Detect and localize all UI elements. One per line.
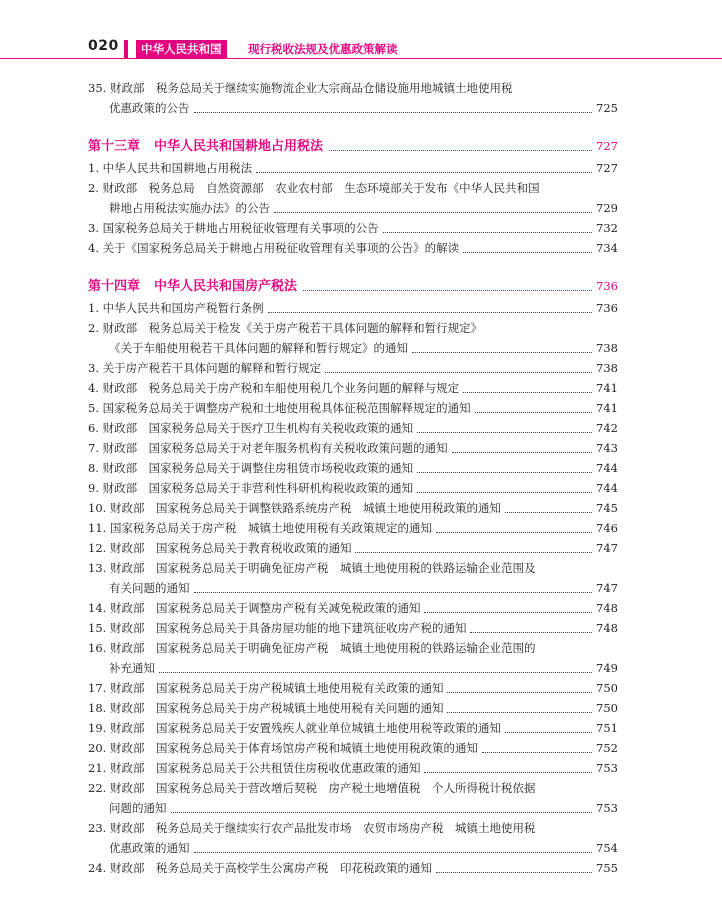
chapter-heading[interactable]	[88, 274, 618, 298]
toc-entry-line[interactable]	[88, 618, 618, 638]
toc-entry-line[interactable]	[88, 758, 618, 778]
toc-entry-text: 4. 关于《国家税务总局关于耕地占用税征收管理有关事项的公告》的解读	[88, 241, 460, 255]
toc-entry-text: 16. 财政部 国家税务总局关于明确免征房产税 城镇土地使用税的铁路运输企业范围的	[88, 641, 536, 655]
table-of-contents	[88, 78, 618, 878]
toc-entry-line[interactable]	[88, 78, 618, 98]
leader-dots	[194, 112, 593, 113]
chapter-title: 中华人民共和国房产税法	[154, 279, 298, 294]
toc-entry-line[interactable]	[88, 598, 618, 618]
leader-dots	[417, 472, 592, 473]
toc-entry-text: 10. 财政部 国家税务总局关于调整铁路系统房产税 城镇土地使用税政策的通知	[88, 501, 501, 515]
toc-page-number: 732	[596, 221, 618, 235]
toc-entry-text: 有关问题的通知	[109, 581, 190, 595]
toc-entry-line[interactable]	[88, 398, 618, 418]
toc-entry-line[interactable]	[88, 338, 618, 358]
leader-dots	[505, 512, 592, 513]
toc-page-number: 729	[596, 201, 618, 215]
leader-dots	[424, 772, 592, 773]
leader-dots	[482, 752, 592, 753]
toc-entry-line[interactable]	[88, 498, 618, 518]
toc-entry-text: 耕地占用税法实施办法》的公告	[109, 201, 270, 215]
toc-entry-text: 2. 财政部 税务总局 自然资源部 农业农村部 生态环境部关于发布《中华人民共和国	[88, 181, 540, 195]
toc-entry-text: 23. 财政部 税务总局关于继续实行农产品批发市场 农贸市场房产税 城镇土地使用税	[88, 821, 536, 835]
toc-entry-line[interactable]	[88, 418, 618, 438]
leader-dots	[452, 452, 592, 453]
toc-page-number: 748	[596, 601, 618, 615]
leader-dots	[470, 632, 592, 633]
leader-dots	[412, 352, 592, 353]
leader-dots	[325, 372, 592, 373]
toc-entry-text: 4. 财政部 税务总局关于房产税和车船使用税几个业务问题的解释与规定	[88, 381, 460, 395]
leader-dots	[447, 692, 592, 693]
toc-entry-text: 1. 中华人民共和国房产税暂行条例	[88, 301, 264, 315]
toc-page-number: 750	[596, 681, 618, 695]
toc-page-number: 746	[596, 521, 618, 535]
leader-dots	[171, 812, 593, 813]
toc-entry-line[interactable]	[88, 698, 618, 718]
toc-page-number: 752	[596, 741, 618, 755]
leader-dots	[303, 290, 592, 291]
toc-entry-text: 21. 财政部 国家税务总局关于公共租赁住房税收优惠政策的通知	[88, 761, 421, 775]
toc-entry-text: 11. 国家税务总局关于房产税 城镇土地使用税有关政策规定的通知	[88, 521, 432, 535]
toc-entry-text: 24. 财政部 税务总局关于高校学生公寓房产税 印花税政策的通知	[88, 861, 432, 875]
toc-page-number: 738	[596, 361, 618, 375]
toc-page-number: 753	[596, 761, 618, 775]
toc-entry-text: 1. 中华人民共和国耕地占用税法	[88, 161, 253, 175]
toc-entry-text: 8. 财政部 国家税务总局关于调整住房租赁市场税收政策的通知	[88, 461, 414, 475]
leader-dots	[355, 552, 592, 553]
toc-page-number: 741	[596, 401, 618, 415]
leader-dots	[447, 712, 592, 713]
toc-entry-text: 18. 财政部 国家税务总局关于房产税城镇土地使用税有关问题的通知	[88, 701, 444, 715]
leader-dots	[463, 252, 592, 253]
toc-entry-text: 13. 财政部 国家税务总局关于明确免征房产税 城镇土地使用税的铁路运输企业范围及	[88, 561, 536, 575]
toc-page-number: 738	[596, 341, 618, 355]
toc-entry-line[interactable]	[88, 378, 618, 398]
toc-entry-line[interactable]	[88, 158, 618, 178]
toc-entry-line[interactable]	[88, 218, 618, 238]
toc-entry-text: 9. 财政部 国家税务总局关于非营利性科研机构税收政策的通知	[88, 481, 414, 495]
toc-page-number: 736	[596, 301, 618, 315]
toc-page-number: 750	[596, 701, 618, 715]
page-header	[0, 30, 722, 60]
leader-dots	[159, 672, 592, 673]
toc-page-number: 744	[596, 481, 618, 495]
toc-page-number: 749	[596, 661, 618, 675]
toc-page-number: 755	[596, 861, 618, 875]
toc-entry-text: 14. 财政部 国家税务总局关于调整房产税有关减免税政策的通知	[88, 601, 421, 615]
toc-entry-text: 22. 财政部 国家税务总局关于营改增后契税 房产税土地增值税 个人所得税计税依据	[88, 781, 536, 795]
toc-entry-line[interactable]	[88, 858, 618, 878]
leader-dots	[436, 872, 592, 873]
leader-dots	[436, 532, 592, 533]
leader-dots	[424, 612, 592, 613]
toc-entry-line[interactable]	[88, 718, 618, 738]
toc-page-number: 754	[596, 841, 618, 855]
toc-entry-text: 3. 国家税务总局关于耕地占用税征收管理有关事项的公告	[88, 221, 379, 235]
toc-entry-text: 优惠政策的通知	[109, 841, 190, 855]
toc-entry-line[interactable]	[88, 98, 618, 118]
toc-entry-text: 6. 财政部 国家税务总局关于医疗卫生机构有关税收政策的通知	[88, 421, 414, 435]
toc-entry-line[interactable]	[88, 818, 618, 838]
leader-dots	[194, 592, 593, 593]
header-accent-bar	[124, 40, 128, 58]
toc-entry-line[interactable]	[88, 458, 618, 478]
toc-entry-line[interactable]	[88, 538, 618, 558]
toc-page-number: 745	[596, 501, 618, 515]
toc-page-number: 751	[596, 721, 618, 735]
toc-entry-text: 《关于车船使用税若干具体问题的解释和暂行规定》的通知	[109, 341, 408, 355]
toc-page-number: 747	[596, 581, 618, 595]
toc-entry-line[interactable]	[88, 198, 618, 218]
leader-dots	[383, 232, 592, 233]
toc-entry-line[interactable]	[88, 578, 618, 598]
chapter-number: 第十四章	[88, 279, 141, 294]
toc-entry-text: 20. 财政部 国家税务总局关于体育场馆房产税和城镇土地使用税政策的通知	[88, 741, 478, 755]
leader-dots	[417, 432, 592, 433]
leader-dots	[475, 412, 592, 413]
leader-dots	[194, 852, 593, 853]
toc-entry-line[interactable]	[88, 838, 618, 858]
book-title: 现行税收法规及优惠政策解读	[248, 42, 398, 56]
toc-entry-text: 12. 财政部 国家税务总局关于教育税收政策的通知	[88, 541, 352, 555]
toc-entry-text: 17. 财政部 国家税务总局关于房产税城镇土地使用税有关政策的通知	[88, 681, 444, 695]
toc-page-number: 743	[596, 441, 618, 455]
toc-entry-line[interactable]	[88, 558, 618, 578]
toc-page-number: 727	[596, 161, 618, 175]
toc-entry-line[interactable]	[88, 778, 618, 798]
leader-dots	[268, 312, 592, 313]
toc-page-number: 741	[596, 381, 618, 395]
toc-entry-text: 问题的通知	[109, 801, 167, 815]
chapter-title: 中华人民共和国耕地占用税法	[154, 139, 324, 154]
leader-dots	[505, 732, 592, 733]
toc-page-number: 748	[596, 621, 618, 635]
toc-entry-line[interactable]	[88, 518, 618, 538]
toc-entry-line[interactable]	[88, 478, 618, 498]
toc-entry-text: 补充通知	[109, 661, 155, 675]
leader-dots	[256, 172, 592, 173]
chapter-page-number: 727	[596, 139, 618, 153]
toc-entry-line[interactable]	[88, 298, 618, 318]
toc-entry-text: 35. 财政部 税务总局关于继续实施物流企业大宗商品仓储设施用地城镇土地使用税	[88, 81, 513, 95]
toc-page-number: 734	[596, 241, 618, 255]
leader-dots	[274, 212, 592, 213]
header-divider	[0, 58, 722, 59]
toc-entry-line[interactable]	[88, 238, 618, 258]
toc-page-number: 742	[596, 421, 618, 435]
toc-entry-line[interactable]	[88, 678, 618, 698]
chapter-page-number: 736	[596, 279, 618, 293]
toc-entry-text: 2. 财政部 税务总局关于检发《关于房产税若干具体问题的解释和暂行规定》	[88, 321, 483, 335]
toc-page-number: 753	[596, 801, 618, 815]
leader-dots	[463, 392, 592, 393]
chapter-heading[interactable]	[88, 134, 618, 158]
toc-entry-line[interactable]	[88, 638, 618, 658]
toc-entry-text: 7. 财政部 国家税务总局关于对老年服务机构有关税收政策问题的通知	[88, 441, 448, 455]
toc-entry-text: 5. 国家税务总局关于调整房产税和土地使用税具体征税范围解释规定的通知	[88, 401, 471, 415]
toc-entry-line[interactable]	[88, 798, 618, 818]
toc-entry-line[interactable]	[88, 318, 618, 338]
page-number: 020	[88, 38, 119, 54]
toc-entry-text: 3. 关于房产税若干具体问题的解释和暂行规定	[88, 361, 322, 375]
toc-entry-line[interactable]	[88, 178, 618, 198]
leader-dots	[417, 492, 592, 493]
toc-entry-line[interactable]	[88, 358, 618, 378]
toc-entry-text: 19. 财政部 国家税务总局关于安置残疾人就业单位城镇土地使用税等政策的通知	[88, 721, 501, 735]
toc-page-number: 725	[596, 101, 618, 115]
toc-page-number: 747	[596, 541, 618, 555]
chapter-number: 第十三章	[88, 139, 141, 154]
toc-entry-text: 优惠政策的公告	[109, 101, 190, 115]
toc-page-number: 744	[596, 461, 618, 475]
toc-entry-line[interactable]	[88, 658, 618, 678]
book-series-label: 中华人民共和国	[136, 40, 227, 58]
toc-entry-line[interactable]	[88, 438, 618, 458]
toc-entry-text: 15. 财政部 国家税务总局关于具备房屋功能的地下建筑征收房产税的通知	[88, 621, 467, 635]
leader-dots	[329, 150, 592, 151]
toc-entry-line[interactable]	[88, 738, 618, 758]
